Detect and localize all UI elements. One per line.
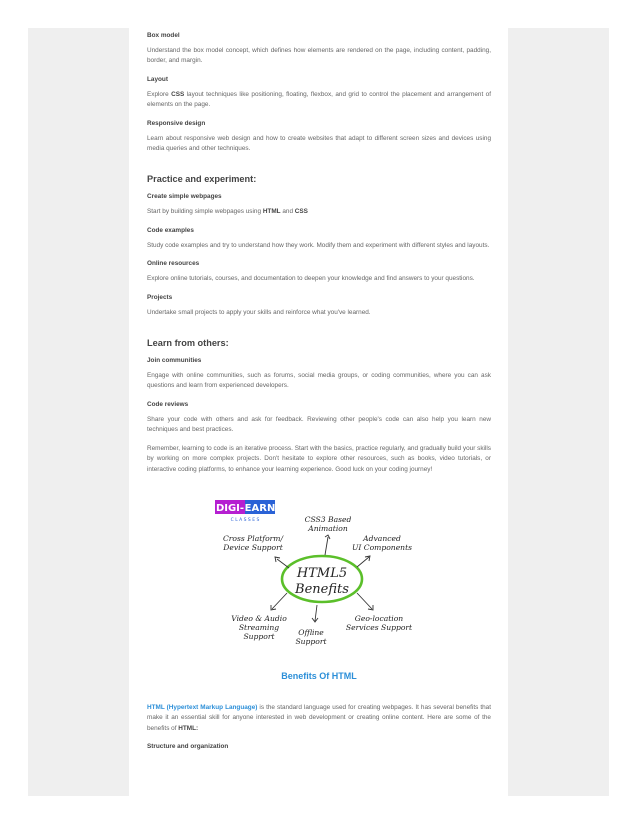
arrow-up (325, 537, 328, 555)
label-adv-1: Advanced (363, 533, 401, 543)
label-css3-2: Animation (308, 523, 348, 533)
heading-code-reviews: Code reviews (147, 400, 189, 408)
para-simple-webpages: Start by building simple webpages using HTML and CSS (147, 208, 308, 216)
html-link[interactable]: HTML (Hypertext Markup Language) (147, 703, 258, 711)
section-title-learn: Learn from others: (147, 338, 229, 349)
arrow-up-left (277, 559, 289, 568)
benefits-title: Benefits Of HTML (281, 670, 357, 681)
article-content (147, 28, 491, 751)
para-closing: Remember, learning to code is an iterative process. Start with the basics, practice regularly, and gradually build your skills by working on more complex projects. Don't hesitate to explore other resources, such as books, video tutorials, or interactive coding platforms, to enhance your learning experience. Good luck on your coding journey! (147, 444, 491, 473)
para-benefits-intro: HTML (Hypertext Markup Language) is the standard language used for creating webpages. It has several benefits that make it an essential skill for anyone interested in web development or creating online content. Here are some of the benefits of HTML: (147, 703, 491, 732)
label-geo-2: Services Support (345, 622, 413, 632)
right-margin (508, 28, 609, 796)
html5-benefits-diagram (207, 497, 417, 657)
arrow-down (315, 605, 317, 621)
logo-subtext: C L A S S E S (230, 517, 260, 523)
heading-online-resources: Online resources (147, 260, 200, 268)
label-cross-2: Device Support (223, 542, 283, 552)
heading-code-examples: Code examples (147, 226, 194, 234)
arrow-up-right (357, 557, 369, 567)
arrow-down-left (272, 593, 287, 609)
para-box-model: Understand the box model concept, which defines how elements are rendered on the page, including content, padding, border, and margin. (147, 47, 491, 65)
arrow-down-right (357, 593, 372, 609)
para-online-resources: Explore online tutorials, courses, and documentation to deepen your knowledge and find answers to your questions. (147, 275, 475, 283)
left-margin (28, 28, 129, 796)
label-offline-2: Support (295, 636, 327, 646)
logo-text-right: EARN (244, 502, 276, 514)
para-code-reviews: Share your code with others and ask for feedback. Reviewing other people's code can also help you learn new techniques and best practices. (147, 415, 491, 434)
label-offline-1: Offline (298, 627, 324, 637)
label-cross-1: Cross Platform/ (222, 533, 284, 543)
para-join-communities: Engage with online communities, such as forums, social media groups, or coding communities, where you can ask questions and learn from experienced developers. (147, 372, 491, 390)
heading-responsive: Responsive design (147, 119, 206, 127)
heading-join-communities: Join communities (147, 357, 202, 365)
label-adv-2: UI Components (351, 542, 413, 552)
section-title-practice: Practice and experiment: (147, 174, 257, 185)
heading-layout: Layout (147, 75, 168, 83)
logo-text-left: DIGI- (215, 502, 245, 514)
heading-simple-webpages: Create simple webpages (147, 193, 222, 201)
heading-structure: Structure and organization (147, 743, 229, 751)
heading-projects: Projects (147, 293, 173, 301)
center-text-1: HTML5 (296, 565, 348, 581)
label-video-3: Support (243, 631, 275, 641)
label-geo-1: Geo-location (354, 613, 404, 623)
para-layout: Explore CSS layout techniques like positioning, floating, flexbox, and grid to control the placement and arrangement of elements on the page. (147, 90, 491, 109)
para-projects: Undertake small projects to apply your skills and reinforce what you've learned. (147, 308, 371, 316)
label-css3-1: CSS3 Based (304, 514, 352, 524)
center-text-2: Benefits (295, 581, 349, 597)
heading-box-model: Box model (147, 32, 180, 39)
para-code-examples: Study code examples and try to understand how they work. Modify them and experiment with different styles and layouts. (147, 241, 490, 249)
para-responsive: Learn about responsive web design and how to create websites that adapt to different screen sizes and devices using media queries and other techniques. (147, 134, 491, 153)
label-video-1: Video & Audio (231, 613, 287, 623)
diagram-svg (207, 497, 417, 657)
label-video-2: Streaming (238, 622, 280, 632)
